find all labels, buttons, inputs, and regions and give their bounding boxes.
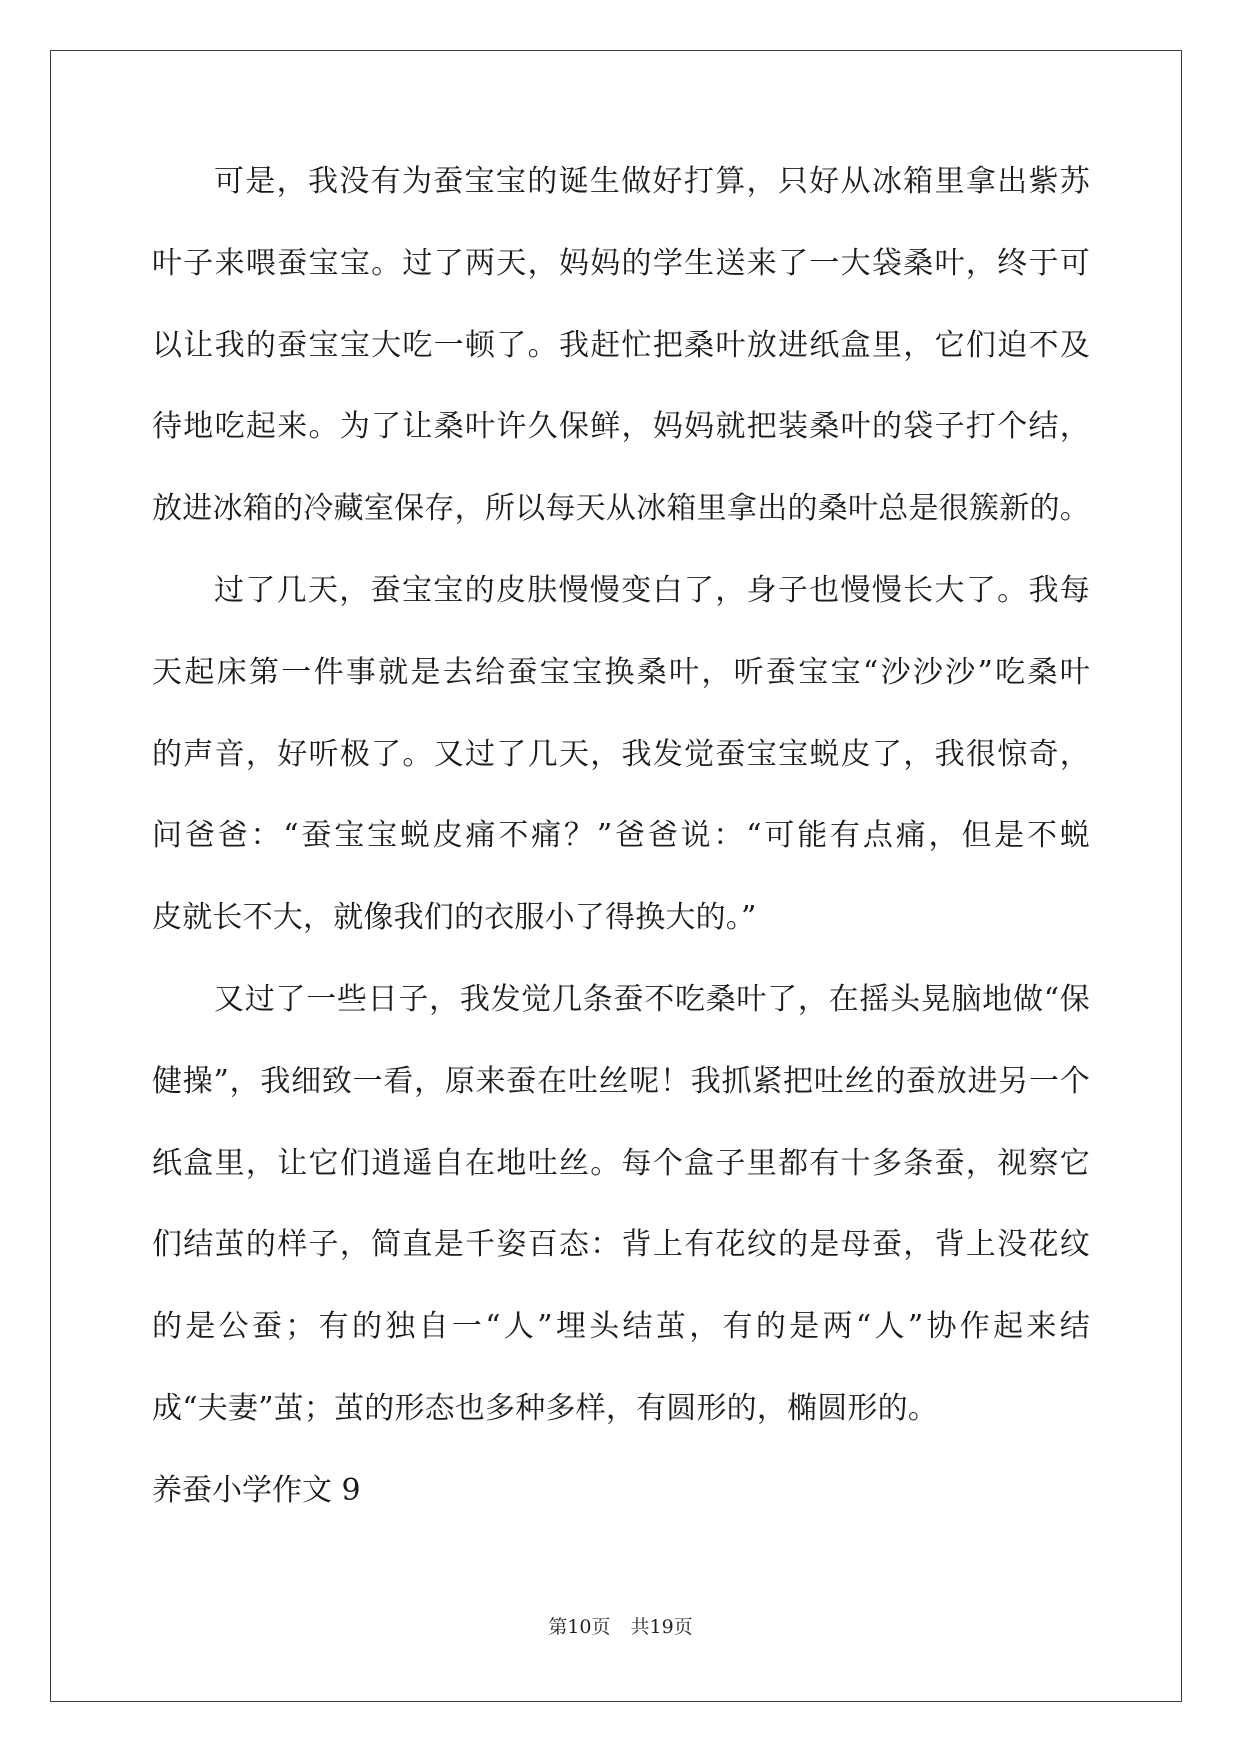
page-total: 共19页: [630, 1616, 693, 1638]
text-line: 的声音，好听极了。又过了几天，我发觉蚕宝宝蜕皮了，我很惊奇，: [152, 736, 1090, 772]
text-line: 放进冰箱的冷藏室保存，所以每天从冰箱里拿出的桑叶总是很簇新的。: [152, 491, 1090, 527]
text-line: 可是，我没有为蚕宝宝的诞生做好打算，只好从冰箱里拿出紫苏: [214, 164, 1090, 199]
section-heading: 养蚕小学作文 9: [152, 1472, 361, 1508]
text-line: 的是公蚕；有的独自一“人”埋头结茧，有的是两“人”协作起来结: [152, 1309, 1090, 1345]
paragraph-1: [152, 163, 1090, 572]
text-line: 待地吃起来。为了让桑叶许久保鲜，妈妈就把装桑叶的袋子打个结，: [152, 409, 1090, 445]
text-line: 成“夫妻”茧；茧的形态也多种多样，有圆形的，椭圆形的。: [152, 1390, 939, 1426]
page-footer: [0, 1612, 1241, 1639]
paragraph-3: [152, 981, 1090, 1472]
page-number: 第10页: [548, 1616, 611, 1638]
text-line: 皮就长不大，就像我们的衣服小了得换大的。”: [152, 900, 757, 936]
paragraph-2: [152, 572, 1090, 981]
text-line: 过了几天，蚕宝宝的皮肤慢慢变白了，身子也慢慢长大了。我每: [214, 572, 1090, 608]
text-line: 们结茧的样子，简直是千姿百态：背上有花纹的是母蚕，背上没花纹: [152, 1227, 1090, 1263]
text-line: 以让我的蚕宝宝大吃一顿了。我赶忙把桑叶放进纸盒里，它们迫不及: [152, 327, 1090, 363]
text-line: 天起床第一件事就是去给蚕宝宝换桑叶，听蚕宝宝“沙沙沙”吃桑叶: [152, 654, 1090, 690]
text-line: 纸盒里，让它们逍遥自在地吐丝。每个盒子里都有十多条蚕，视察它: [152, 1145, 1090, 1181]
text-line: 问爸爸：“蚕宝宝蜕皮痛不痛？”爸爸说：“可能有点痛，但是不蜕: [152, 818, 1090, 854]
text-line: 健操”，我细致一看，原来蚕在吐丝呢！我抓紧把吐丝的蚕放进另一个: [152, 1063, 1090, 1099]
text-line: 叶子来喂蚕宝宝。过了两天，妈妈的学生送来了一大袋桑叶，终于可: [152, 245, 1090, 281]
text-line: 又过了一些日子，我发觉几条蚕不吃桑叶了，在摇头晃脑地做“保: [214, 981, 1090, 1017]
document-body: [152, 163, 1090, 1554]
